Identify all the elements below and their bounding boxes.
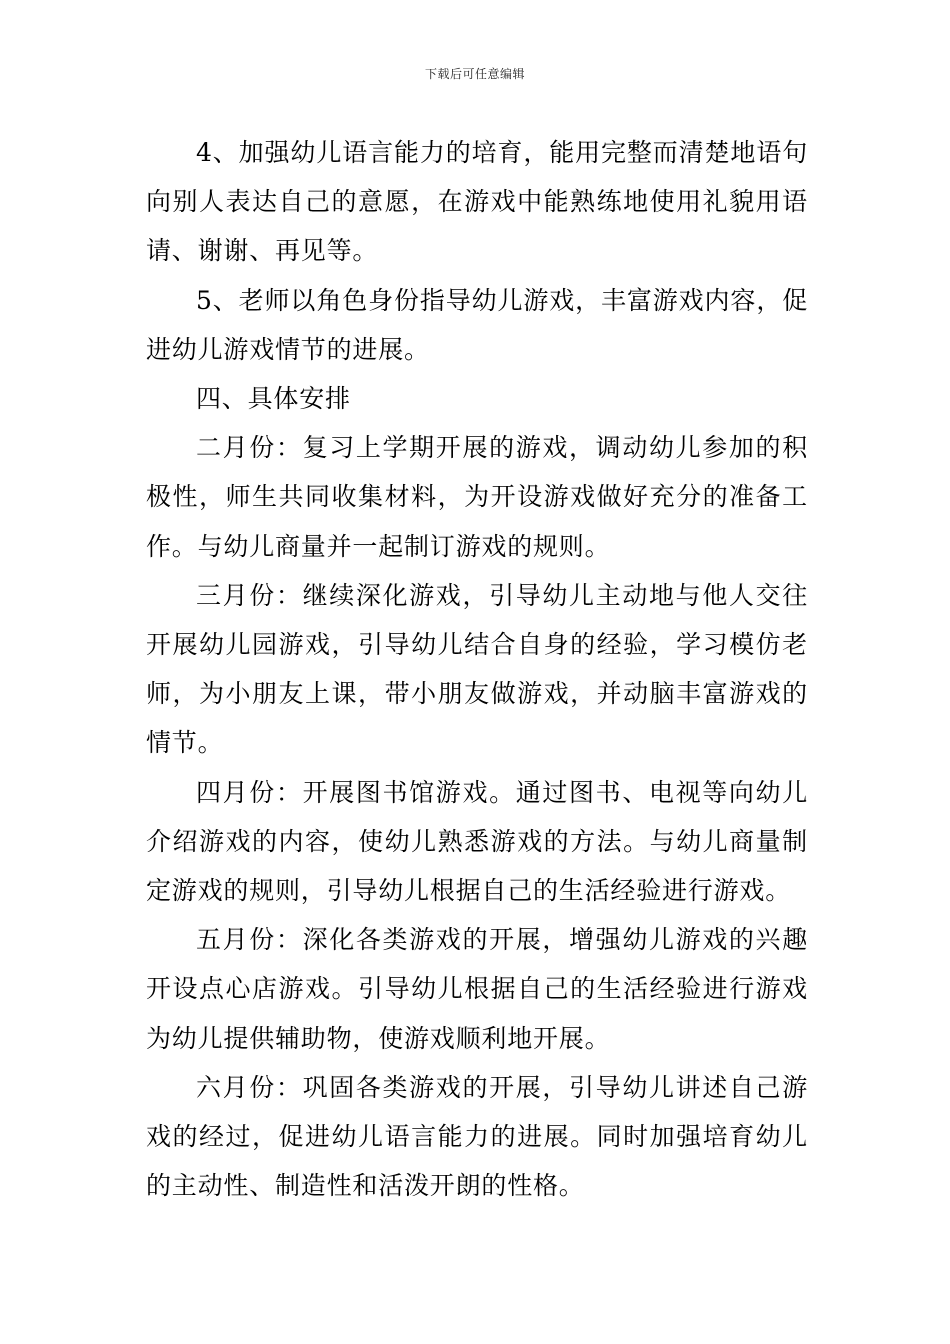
- header-note: 下载后可任意编辑: [424, 67, 525, 81]
- paragraph-march: 三月份：继续深化游戏，引导幼儿主动地与他人交往开展幼儿园游戏，引导幼儿结合自身的经验，学习模仿老师，为小朋友上课，带小朋友做游戏，并动脑丰富游戏的情节。: [146, 580, 808, 758]
- paragraph-june: 六月份：巩固各类游戏的开展，引导幼儿讲述自己游戏的经过，促进幼儿语言能力的进展。同时加强培育幼儿的主动性、制造性和活泼开朗的性格。: [146, 1072, 808, 1201]
- paragraph-item-4: 4、加强幼儿语言能力的培育，能用完整而清楚地语句向别人表达自己的意愿，在游戏中能熟练地使用礼貌用语请、谢谢、再见等。: [146, 138, 808, 266]
- document-body: [146, 128, 808, 1210]
- section-heading-schedule: 四、具体安排: [196, 384, 351, 414]
- paragraph-item-5: 5、老师以角色身份指导幼儿游戏，丰富游戏内容，促进幼儿游戏情节的进展。: [146, 285, 808, 364]
- paragraph-may: 五月份：深化各类游戏的开展，增强幼儿游戏的兴趣开设点心店游戏。引导幼儿根据自己的生活经验进行游戏为幼儿提供辅助物，使游戏顺利地开展。: [146, 925, 808, 1053]
- paragraph-april: 四月份：开展图书馆游戏。通过图书、电视等向幼儿介绍游戏的内容，使幼儿熟悉游戏的方法。与幼儿商量制定游戏的规则，引导幼儿根据自己的生活经验进行游戏。: [146, 777, 808, 906]
- paragraph-february: 二月份：复习上学期开展的游戏，调动幼儿参加的积极性，师生共同收集材料，为开设游戏做好充分的准备工作。与幼儿商量并一起制订游戏的规则。: [146, 433, 808, 561]
